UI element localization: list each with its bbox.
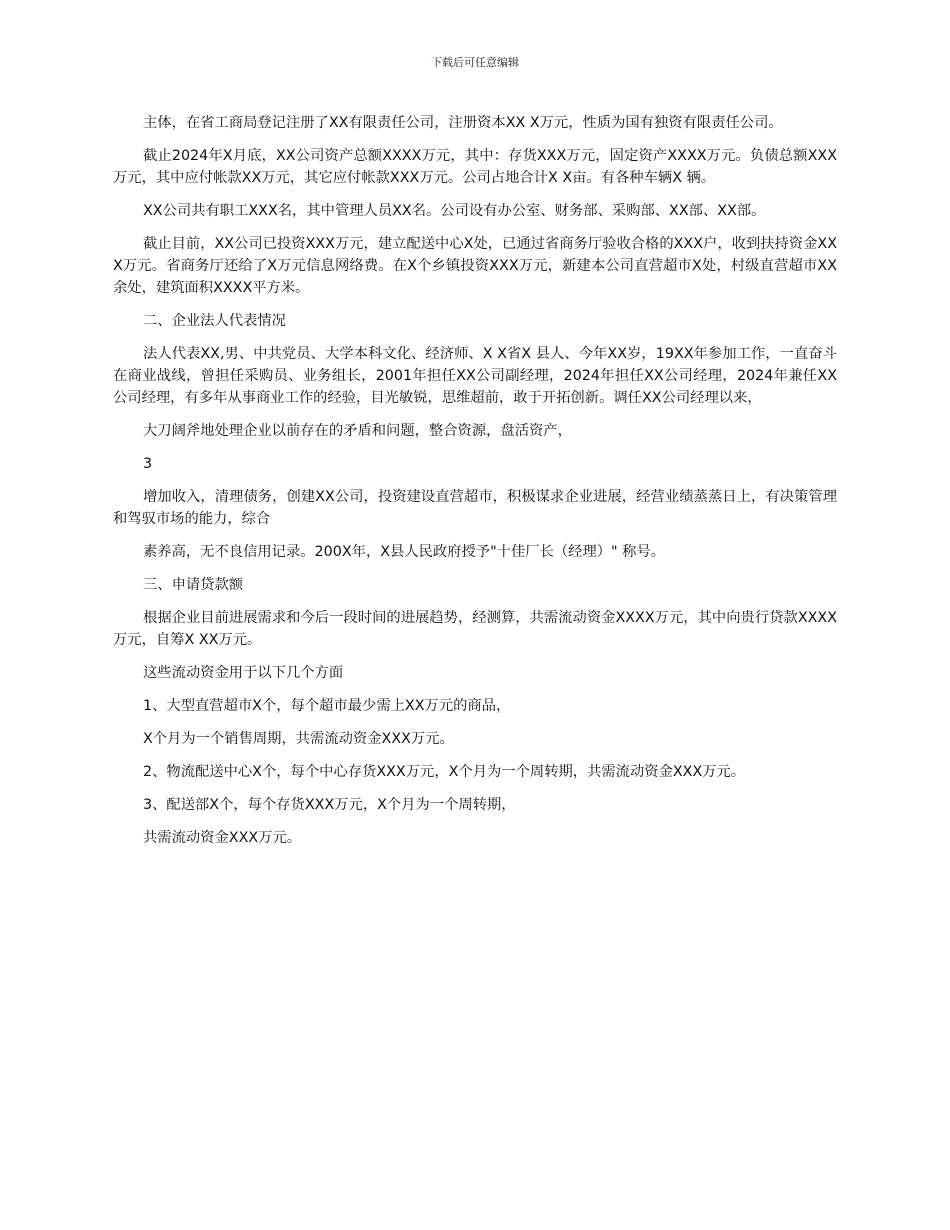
section-heading-loan-amount: 三、申请贷款额 bbox=[143, 577, 244, 593]
paragraph-loan-estimate: 根据企业目前进展需求和今后一段时间的进展趋势，经测算，共需流动资金XXXX万元，其中向贵行贷款XXXX万元，自筹X XX万元。 bbox=[113, 610, 837, 648]
list-item-supermarkets-cycle: X个月为一个销售周期，共需流动资金XXX万元。 bbox=[143, 731, 454, 747]
paragraph-fund-uses-intro: 这些流动资金用于以下几个方面 bbox=[143, 665, 344, 681]
page-header: 下载后可任意编辑 bbox=[431, 56, 519, 69]
paragraph-assets: 截止2024年X月底，XX公司资产总额XXXX万元，其中：存货XXX万元，固定资产XXXX万元。负债总额XXX万元，其中应付帐款XX万元，其它应付帐款XXX万元。公司占地合计X X亩。有各种车辆X 辆。 bbox=[113, 148, 837, 186]
page-number: 3 bbox=[143, 456, 153, 472]
paragraph-performance: 增加收入，清理债务，创建XX公司，投资建设直营超市，积极谋求企业进展，经营业绩蒸蒸日上，有决策管理和驾驭市场的能力，综合 bbox=[113, 489, 837, 527]
list-item-logistics: 2、物流配送中心X个，每个中心存货XXX万元，X个月为一个周转期，共需流动资金XXX万元。 bbox=[143, 764, 746, 780]
paragraph-credit: 素养高，无不良信用记录。200X年，X县人民政府授予"十佳厂长（经理）" 称号。 bbox=[143, 544, 666, 560]
list-item-supermarkets: 1、大型直营超市X个，每个超市最少需上XX万元的商品， bbox=[143, 698, 511, 714]
paragraph-staff: XX公司共有职工XXX名，其中管理人员XX名。公司设有办公室、财务部、采购部、XX部、XX部。 bbox=[143, 203, 766, 219]
section-heading-legal-representative: 二、企业法人代表情况 bbox=[143, 313, 286, 329]
document-body bbox=[113, 112, 837, 860]
paragraph-legal-representative: 法人代表XX,男、中共党员、大学本科文化、经济师、X X省X 县人、今年XX岁，19XX年参加工作，一直奋斗在商业战线，曾担任采购员、业务组长，2001年担任XX公司副经理，2024年担任XX公司经理，2024年兼任XX公司经理，有多年从事商业工作的经验，目光敏锐，思维超前，敢于开拓创新。调任XX公司经理以来， bbox=[113, 346, 837, 406]
list-item-distribution-total: 共需流动资金XXX万元。 bbox=[143, 830, 302, 846]
list-item-distribution: 3、配送部X个，每个存货XXX万元，X个月为一个周转期， bbox=[143, 797, 516, 813]
paragraph-reform: 大刀阔斧地处理企业以前存在的矛盾和问题，整合资源，盘活资产， bbox=[143, 423, 572, 439]
paragraph-company-registration: 主体，在省工商局登记注册了XX有限责任公司，注册资本XX X万元，性质为国有独资有限责任公司。 bbox=[143, 115, 783, 131]
paragraph-investment: 截止目前，XX公司已投资XXX万元，建立配送中心X处，已通过省商务厅验收合格的XXX户，收到扶持资金XXX万元。省商务厅还给了X万元信息网络费。在X个乡镇投资XXX万元，新建本公司直营超市X处，村级直营超市XX余处，建筑面积XXXX平方米。 bbox=[113, 236, 837, 296]
